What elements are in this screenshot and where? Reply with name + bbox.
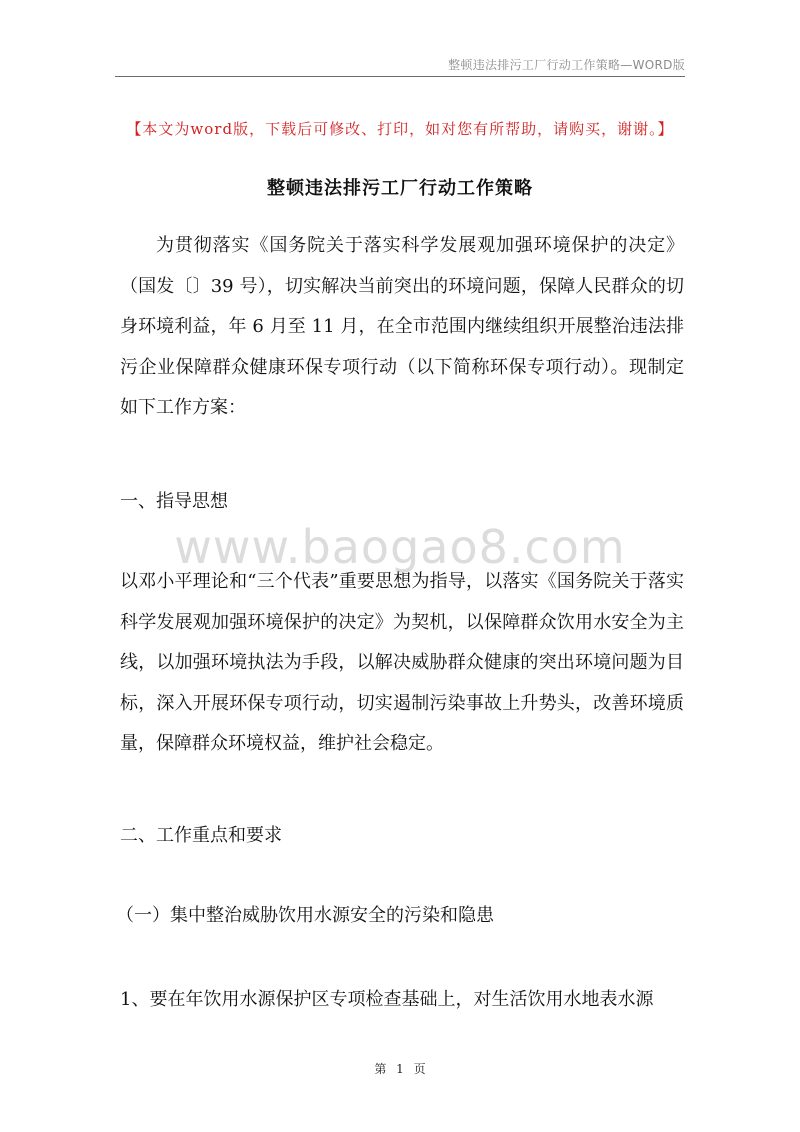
running-header: 整顿违法排污工厂行动工作策略—WORD版 — [448, 58, 685, 72]
download-notice: 【本文为word版，下载后可修改、打印，如对您有所帮助，请购买，谢谢。】 — [126, 120, 674, 138]
section-heading-guiding-ideology: 一、指导思想 — [120, 491, 228, 512]
footer-suffix: 页 — [413, 1062, 426, 1076]
subsection-heading-water-source: （一）集中整治威胁饮用水源安全的污染和隐患 — [116, 905, 494, 926]
section-heading-work-focus: 二、工作重点和要求 — [120, 825, 282, 846]
list-item-1: 1、要在年饮用水源保护区专项检查基础上，对生活饮用水地表水源 — [120, 989, 654, 1010]
watermark: www.baogao8.com — [174, 520, 626, 574]
footer-prefix: 第 — [374, 1062, 387, 1076]
intro-paragraph: 为贯彻落实《国务院关于落实科学发展观加强环境保护的决定》（国发〔〕39 号），切实解决当前突出的环境问题，保障人民群众的切身环境利益，年 6 月至 11 月，在全市范围内继续组织开展整治违法排污企业保障群众健康环保专项行动（以下简称环保专项行动）。现制定如下工作方案： — [120, 235, 684, 418]
guiding-ideology-paragraph: 以邓小平理论和“三个代表”重要思想为指导，以落实《国务院关于落实科学发展观加强环境保护的决定》为契机，以保障群众饮用水安全为主线，以加强环境执法为手段，以解决威胁群众健康的突出环境问题为目标，深入开展环保专项行动，切实遏制污染事故上升势头，改善环境质量，保障群众环境权益，维护社会稳定。 — [120, 571, 684, 754]
document-title: 整顿违法排污工厂行动工作策略 — [267, 178, 533, 199]
header-divider — [115, 76, 685, 77]
page-footer — [0, 1060, 800, 1077]
page-number: 1 — [396, 1062, 404, 1076]
